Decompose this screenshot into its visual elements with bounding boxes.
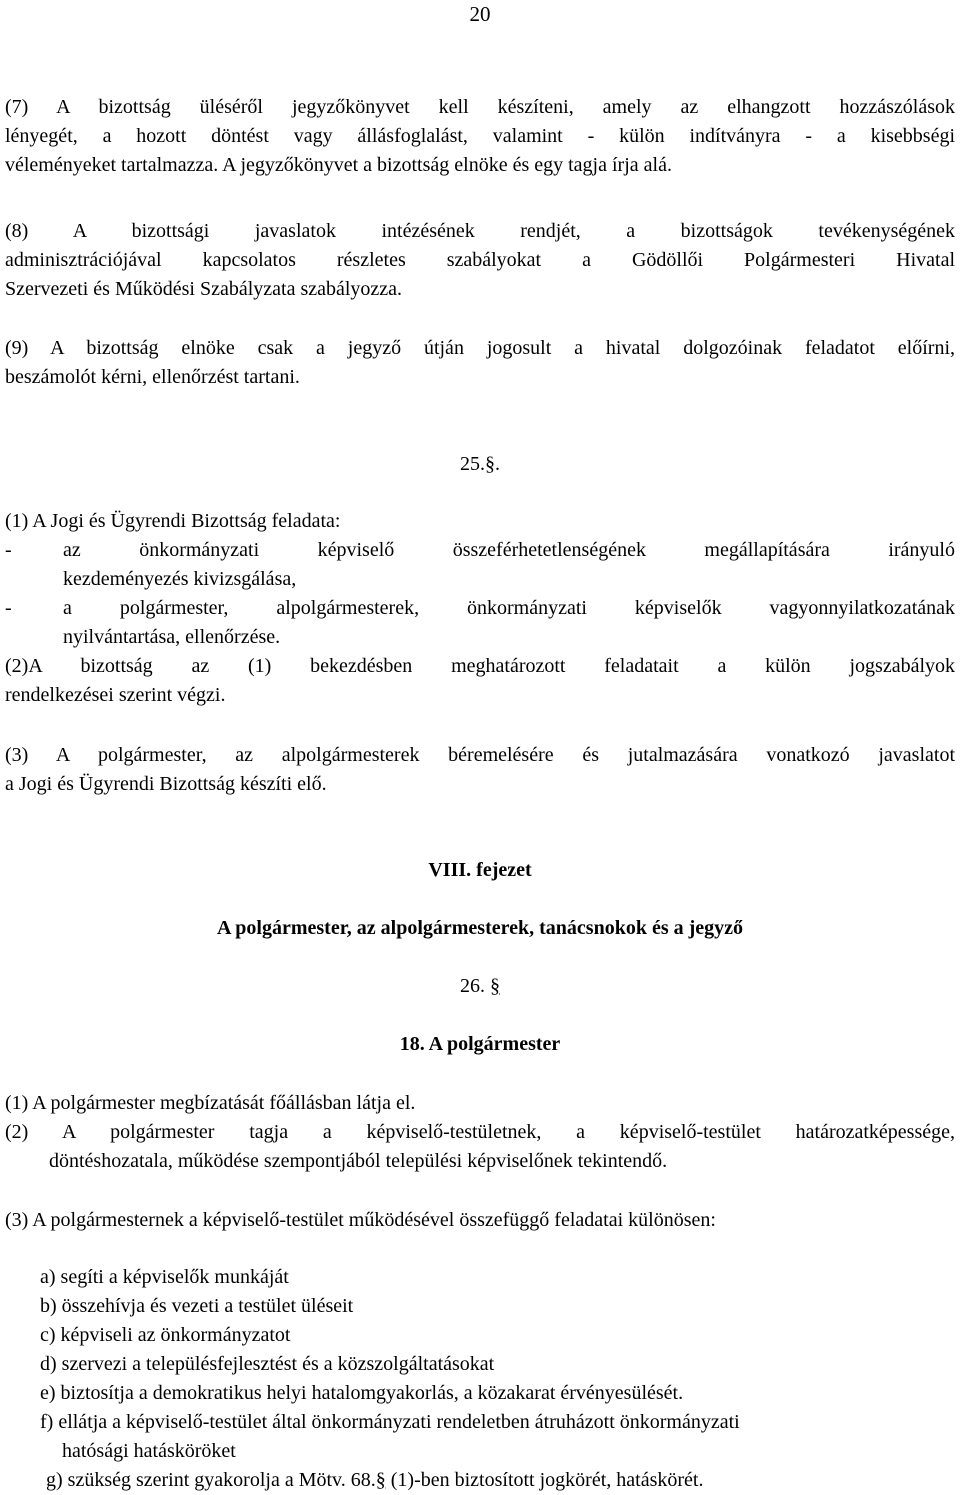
list-item-a: a) segíti a képviselők munkáját — [40, 1266, 289, 1288]
list-item-e: e) biztosítja a demokratikus helyi hatalomgyakorlás, a közakarat érvényesülését. — [40, 1382, 684, 1404]
text-part: (1)-ben biztosított jogkörét, hatáskörét. — [385, 1469, 704, 1491]
section-symbol: § — [490, 975, 500, 997]
text-line: kezdeményezés kivizsgálása, — [63, 568, 297, 590]
section-25-paragraph-1-title: (1) A Jogi és Ügyrendi Bizottság feladata: — [5, 510, 341, 532]
text-line: a Jogi és Ügyrendi Bizottság készíti elő. — [5, 773, 327, 795]
text-line: (2) A polgármester tagja a képviselő-testületnek, a képviselő-testület határozatképessége, — [5, 1121, 955, 1143]
section-25-list — [5, 536, 955, 652]
text-line: véleményeket tartalmazza. A jegyzőkönyvet a bizottság elnöke és egy tagja írja alá. — [5, 154, 672, 176]
duties-list — [5, 1263, 960, 1495]
paragraph-9 — [5, 334, 955, 392]
list-item-c: c) képviseli az önkormányzatot — [40, 1324, 291, 1346]
text-line: a polgármester, alpolgármesterek, önkormányzati képviselők vagyonnyilatkozatának — [63, 597, 955, 619]
text-line: nyilvántartása, ellenőrzése. — [63, 626, 281, 648]
text-line: lényegét, a hozott döntést vagy állásfoglalást, valamint - külön indítványra - a kisebbségi — [5, 125, 955, 147]
text-line: rendelkezései szerint végzi. — [5, 684, 226, 706]
text-line: f) ellátja a képviselő-testület által önkormányzati rendeletben átruházott önkormányzati — [40, 1411, 740, 1433]
text-line: Szervezeti és Működési Szabályzata szabályozza. — [5, 278, 403, 300]
subheading-18: 18. A polgármester — [399, 1033, 561, 1055]
section-26-heading — [5, 972, 955, 1001]
section-symbol: § — [375, 1469, 386, 1491]
section-26-paragraph-1: (1) A polgármester megbízatását főállásban látja el. — [5, 1092, 416, 1114]
section-26-paragraph-2 — [5, 1118, 955, 1176]
chapter-heading: VIII. fejezet — [428, 859, 532, 881]
text-line: (8) A bizottsági javaslatok intézésének rendjét, a bizottságok tevékenységének — [5, 220, 955, 242]
list-item-b: b) összehívja és vezeti a testület üléseit — [40, 1295, 354, 1317]
text-line: az önkormányzati képviselő összeférhetetlenségének megállapítására irányuló — [63, 539, 955, 561]
list-item — [5, 594, 955, 652]
text-line: (3) A polgármester, az alpolgármesterek béremelésére és jutalmazására vonatkozó javaslatot — [5, 744, 955, 766]
dash-marker: - — [5, 597, 12, 619]
section-25-paragraph-3 — [5, 741, 955, 799]
text-line: adminisztrációjával kapcsolatos részletes szabályokat a Gödöllői Polgármesteri Hivatal — [5, 249, 955, 271]
page-number: 20 — [469, 2, 491, 26]
list-item — [5, 536, 955, 594]
section-25-heading: 25.§. — [460, 453, 500, 475]
text-line: beszámolót kérni, ellenőrzést tartani. — [5, 366, 300, 388]
list-item-g — [40, 1466, 960, 1495]
text-line: (2)A bizottság az (1) bekezdésben meghatározott feladatait a külön jogszabályok — [5, 655, 955, 677]
text-line: döntéshozatala, működése szempontjából települési képviselőnek tekintendő. — [49, 1150, 668, 1172]
text-line: (7) A bizottság üléséről jegyzőkönyvet kell készíteni, amely az elhangzott hozzászólások — [5, 96, 955, 118]
list-item-f — [40, 1408, 960, 1466]
text-line: (9) A bizottság elnöke csak a jegyző útján jogosult a hivatal dolgozóinak feladatot előírni, — [5, 337, 955, 359]
section-25-paragraph-2 — [5, 652, 955, 710]
dash-marker: - — [5, 539, 12, 561]
paragraph-7 — [5, 93, 955, 180]
section-26-paragraph-3: (3) A polgármesternek a képviselő-testület működésével összefüggő feladatai különösen: — [5, 1209, 716, 1231]
paragraph-8 — [5, 217, 955, 304]
text-line: hatósági hatásköröket — [62, 1440, 236, 1462]
list-item-d: d) szervezi a településfejlesztést és a közszolgáltatásokat — [40, 1353, 495, 1375]
section-number: 26. — [460, 975, 485, 997]
text-part: g) szükség szerint gyakorolja a Mötv. 68. — [46, 1469, 376, 1491]
chapter-title: A polgármester, az alpolgármesterek, tanácsnokok és a jegyző — [216, 917, 744, 939]
